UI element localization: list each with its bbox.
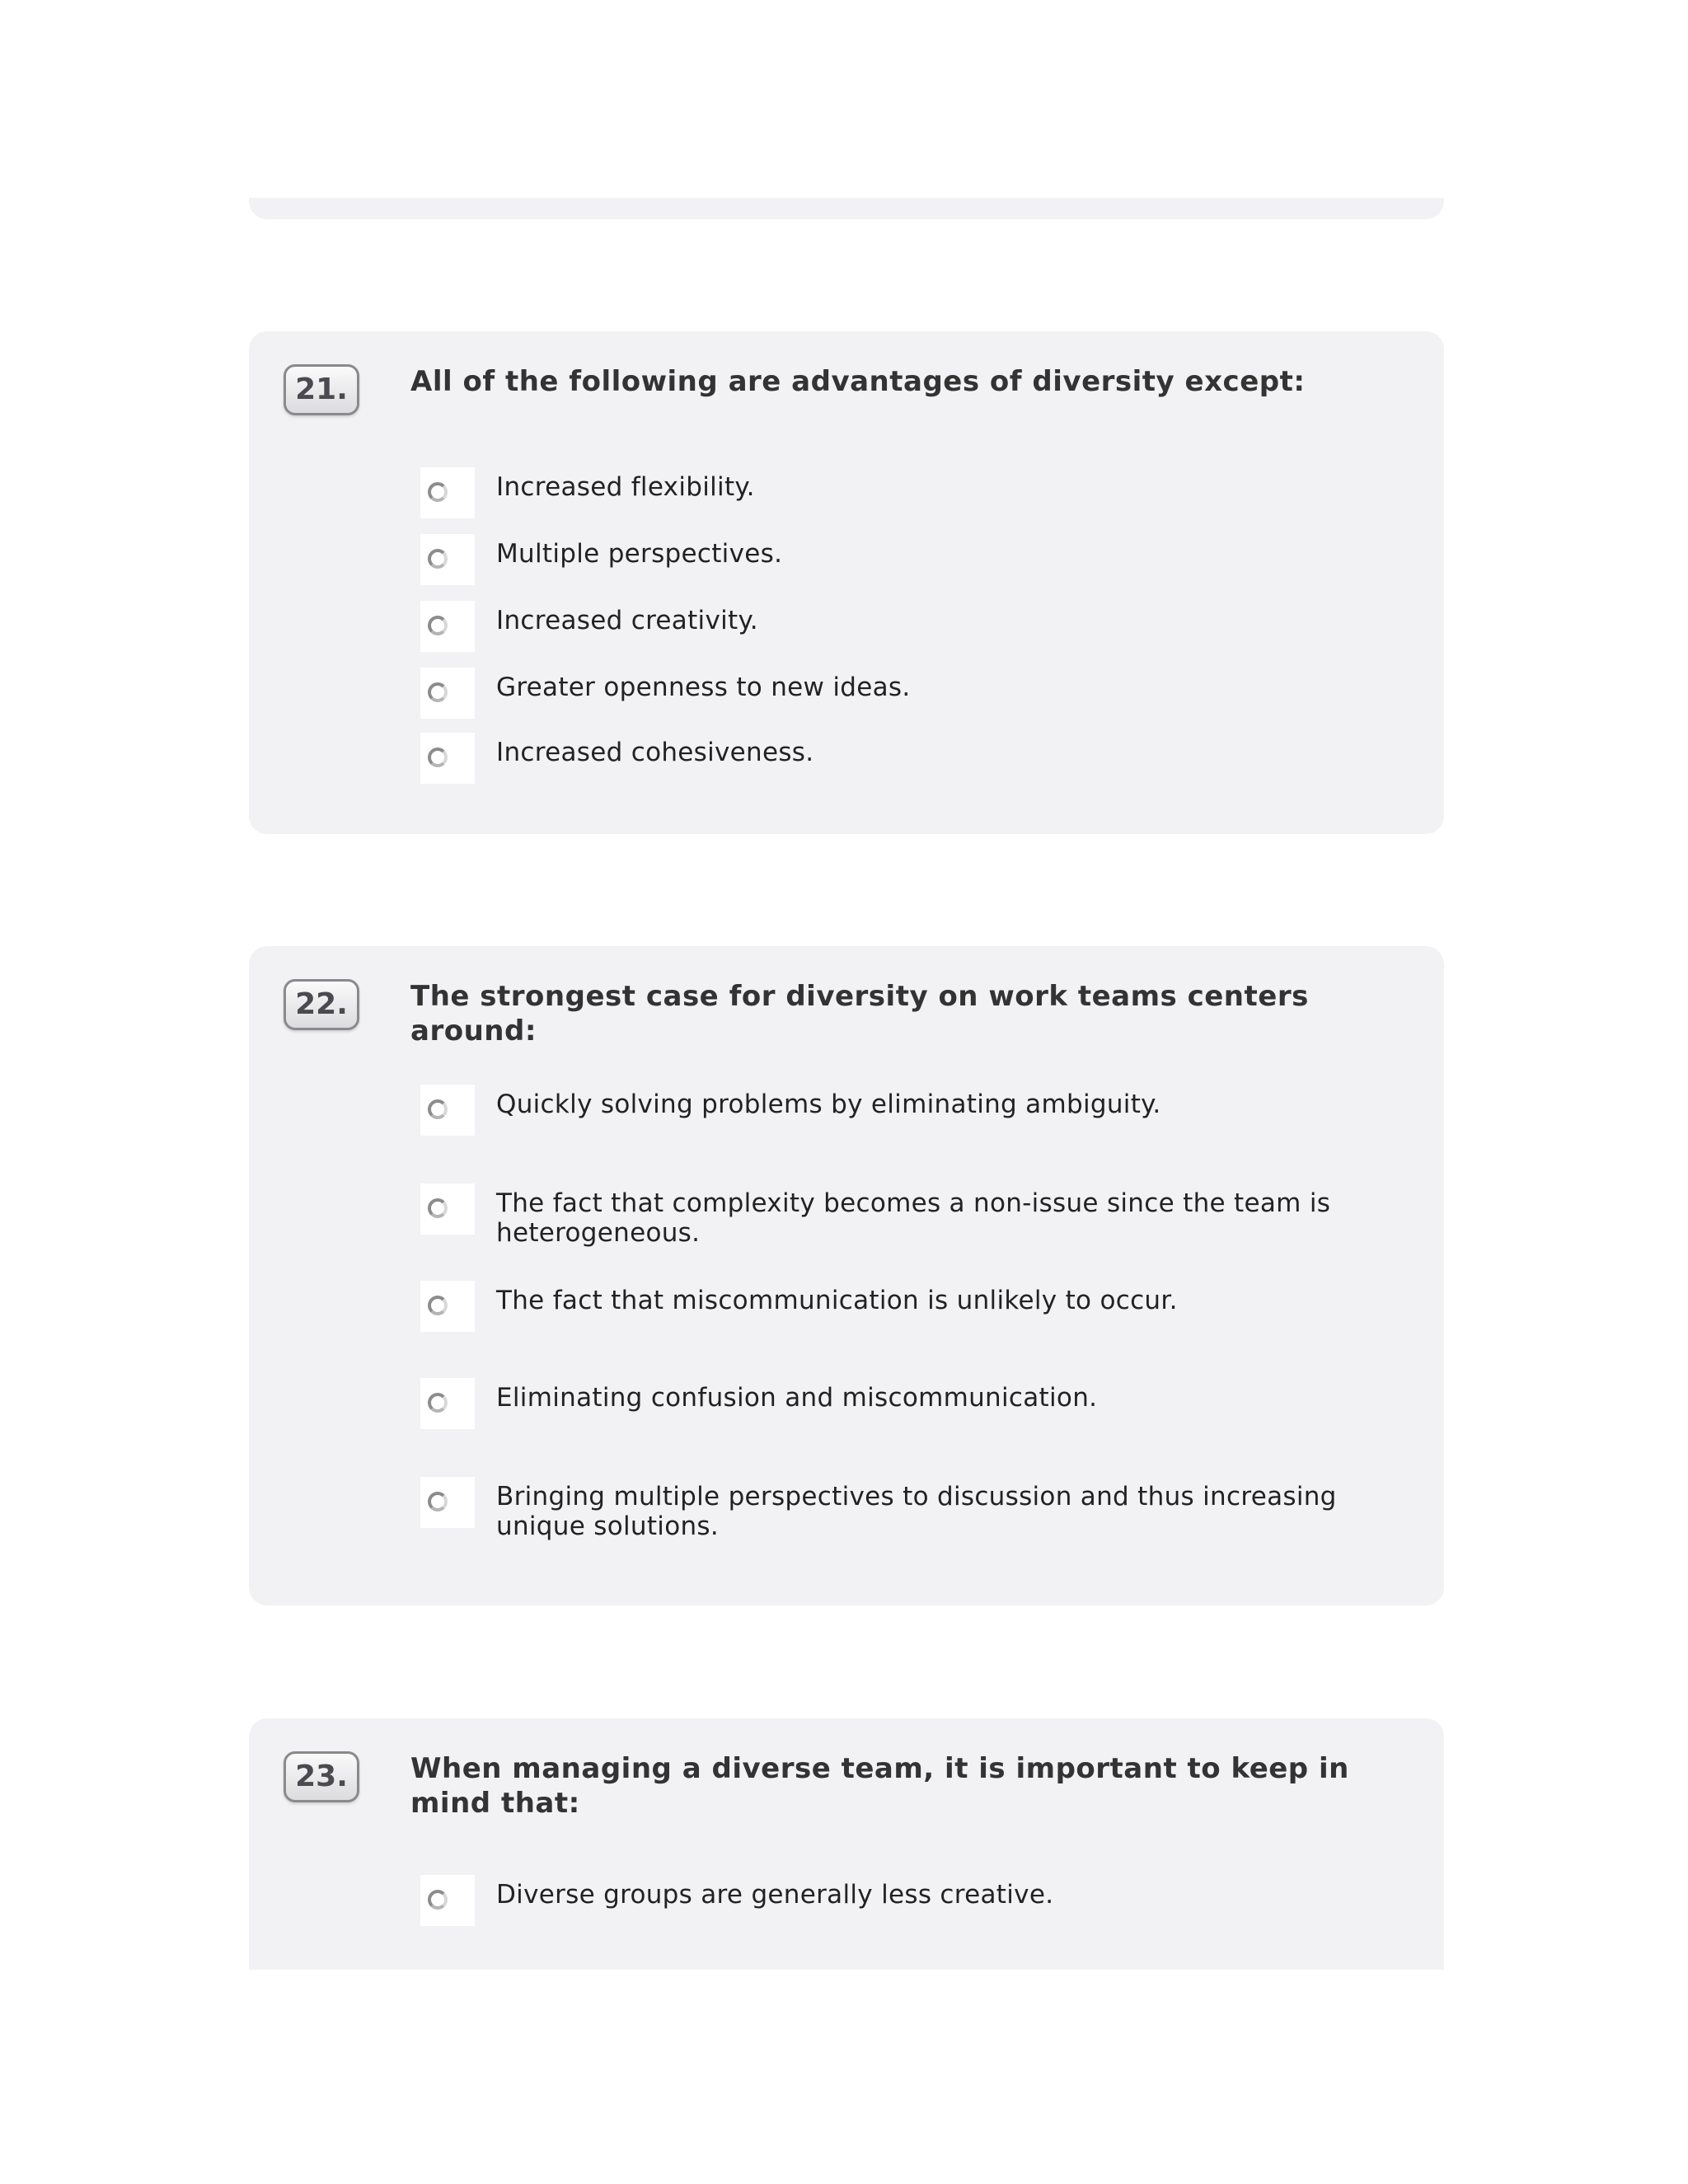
radio-button-icon[interactable] <box>428 1198 448 1218</box>
answer-option-label: Quickly solving problems by eliminating ambiguity. <box>496 1090 1161 1119</box>
answer-option-label: Diverse groups are generally less creative. <box>496 1880 1054 1910</box>
question-text: When managing a diverse team, it is important to keep in mind that: <box>410 1752 1349 1820</box>
radio-button[interactable] <box>420 1875 475 1926</box>
radio-button[interactable] <box>420 601 475 652</box>
radio-button-icon[interactable] <box>428 1492 448 1511</box>
answer-option-label: Eliminating confusion and miscommunication. <box>496 1383 1098 1413</box>
answer-option-label: Bringing multiple perspectives to discussion and thus increasing unique solutions. <box>496 1482 1337 1541</box>
radio-button-icon[interactable] <box>428 1296 448 1315</box>
radio-button[interactable] <box>420 733 475 784</box>
radio-button[interactable] <box>420 1281 475 1332</box>
question-panel-21 <box>249 331 1444 834</box>
radio-button[interactable] <box>420 1183 475 1235</box>
answer-option-label: Increased flexibility. <box>496 472 755 502</box>
answer-option-label: Increased cohesiveness. <box>496 738 814 767</box>
answer-option-label: The fact that miscommunication is unlikely to occur. <box>496 1286 1178 1315</box>
question-panel-23 <box>249 1718 1444 1970</box>
answer-option-label: Increased creativity. <box>496 606 758 635</box>
radio-button-icon[interactable] <box>428 748 448 767</box>
radio-button-icon[interactable] <box>428 1393 448 1413</box>
question-text: The strongest case for diversity on work teams centers around: <box>410 980 1309 1047</box>
answer-option-label: Multiple perspectives. <box>496 539 783 569</box>
question-panel-22 <box>249 946 1444 1605</box>
previous-question-panel-bottom <box>249 198 1444 219</box>
answer-option-label: The fact that complexity becomes a non-issue since the team is heterogeneous. <box>496 1188 1331 1248</box>
answer-options <box>420 946 1426 1605</box>
radio-button[interactable] <box>420 467 475 518</box>
radio-button[interactable] <box>420 1085 475 1136</box>
radio-button[interactable] <box>420 668 475 719</box>
radio-button[interactable] <box>420 1477 475 1528</box>
radio-button-icon[interactable] <box>428 549 448 569</box>
question-number-badge: 22. <box>284 979 359 1030</box>
radio-button-icon[interactable] <box>428 1099 448 1119</box>
answer-options <box>420 1718 1426 1970</box>
answer-options <box>420 331 1426 834</box>
question-text: All of the following are advantages of diversity except: <box>410 365 1306 398</box>
answer-option-label: Greater openness to new ideas. <box>496 673 911 702</box>
radio-button-icon[interactable] <box>428 682 448 702</box>
question-number-badge: 21. <box>284 364 359 415</box>
question-number-badge: 23. <box>284 1751 359 1802</box>
radio-button-icon[interactable] <box>428 1890 448 1910</box>
radio-button-icon[interactable] <box>428 616 448 635</box>
radio-button-icon[interactable] <box>428 482 448 502</box>
radio-button[interactable] <box>420 1378 475 1429</box>
radio-button[interactable] <box>420 534 475 585</box>
